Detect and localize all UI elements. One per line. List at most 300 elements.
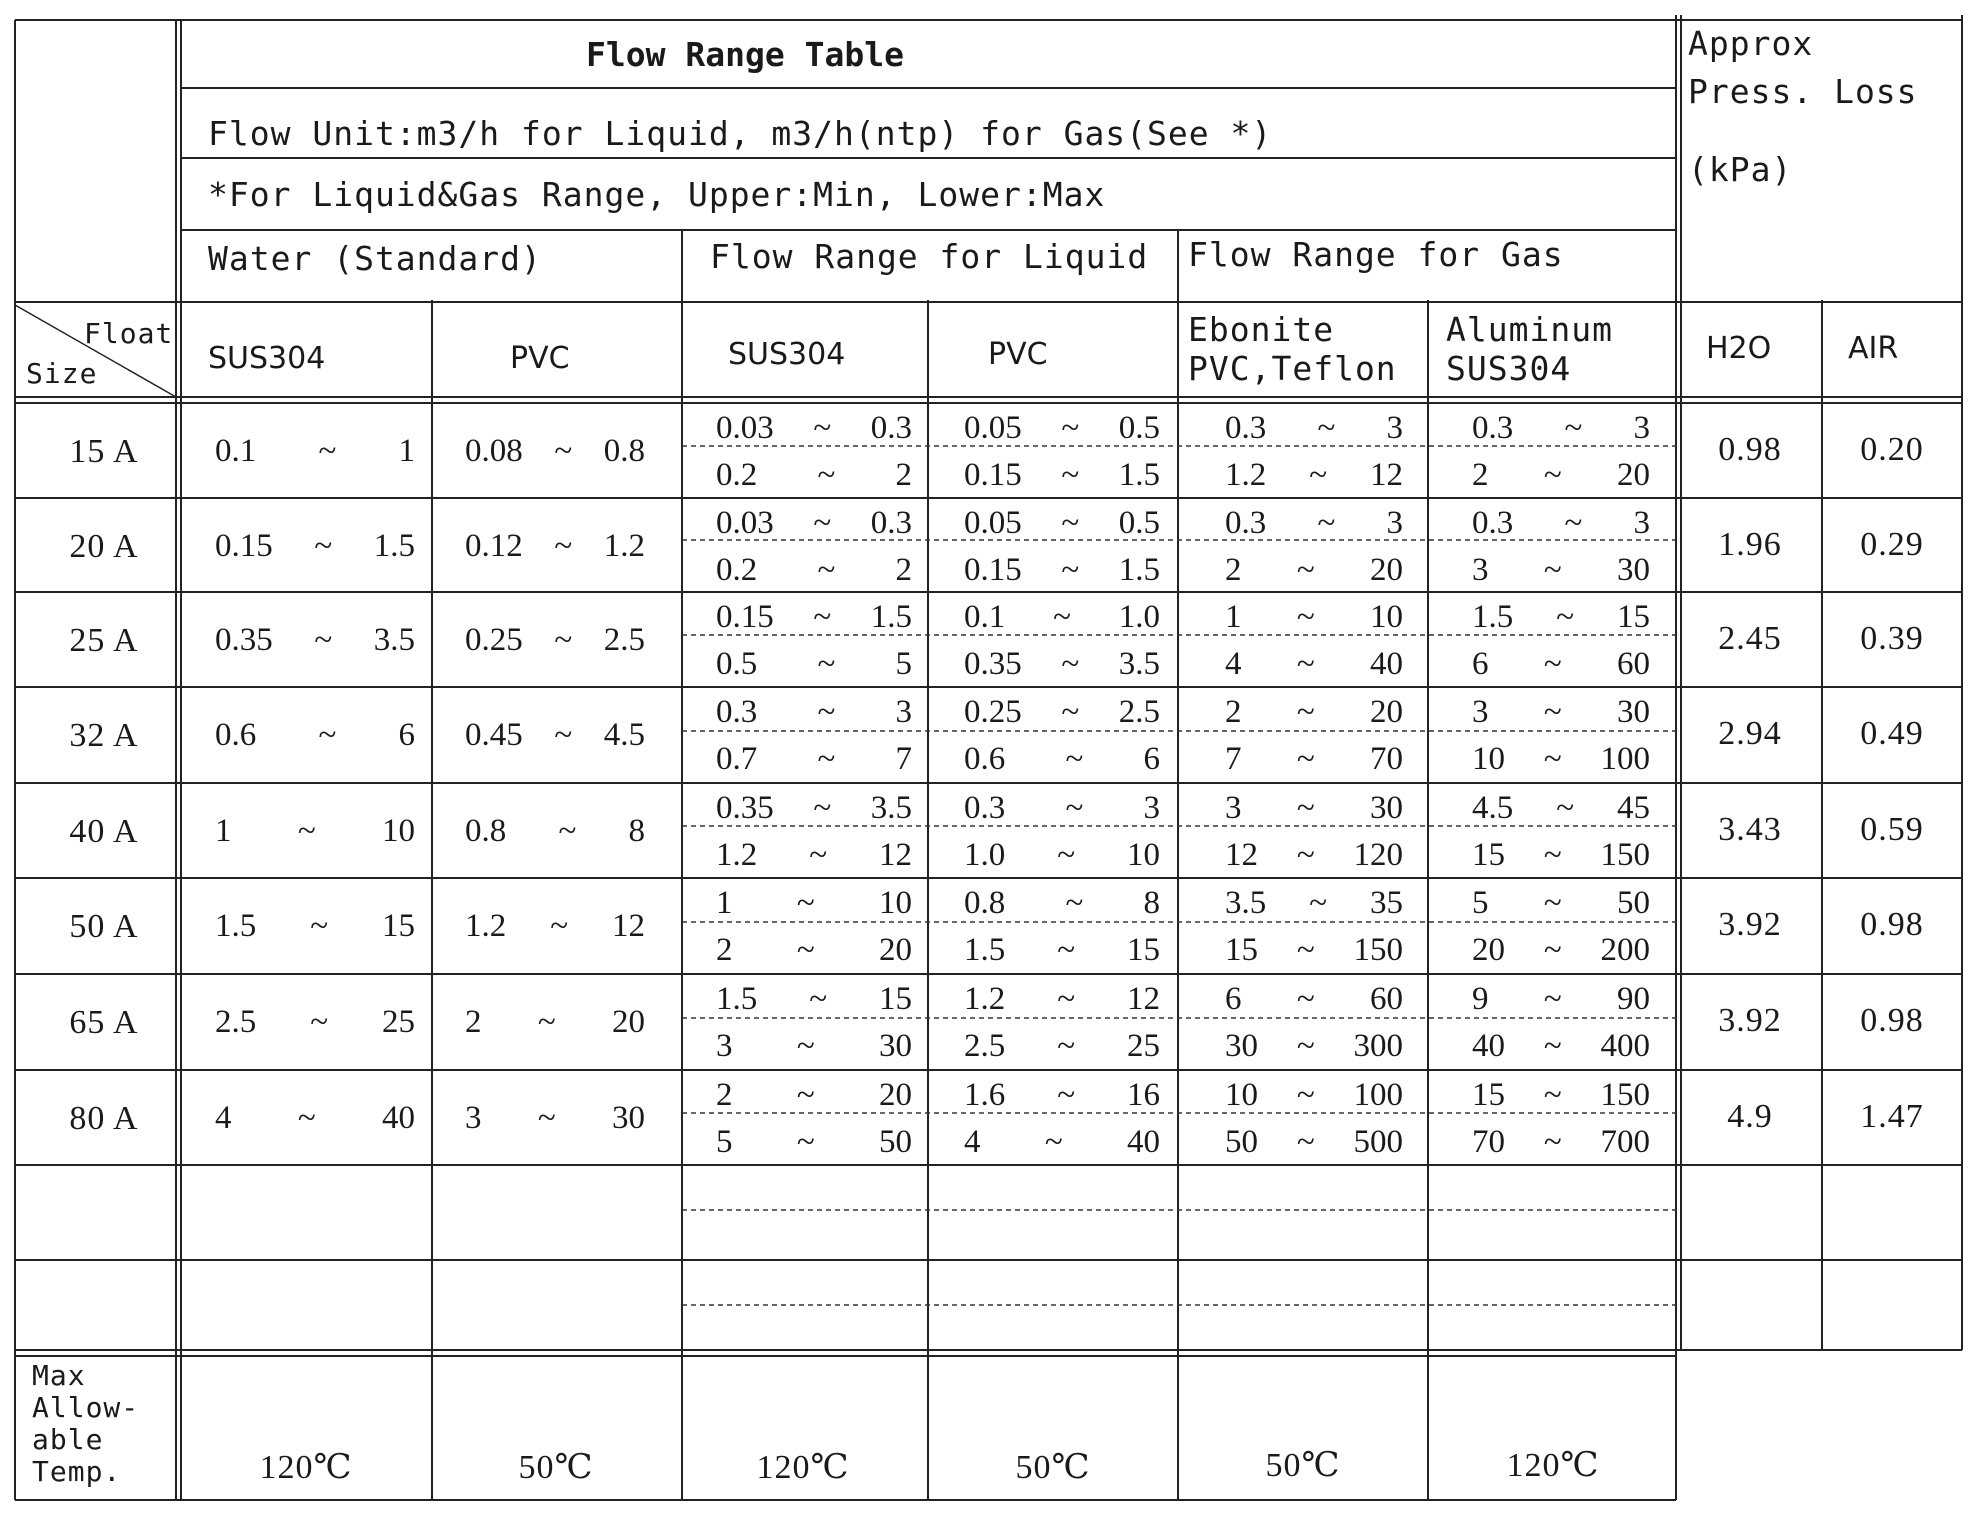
- max-temp-label-3: able: [32, 1423, 104, 1456]
- range-max: 40: [1369, 646, 1403, 682]
- gas-ebonite-min-range: [1225, 1079, 1403, 1112]
- range-max: 30: [878, 1028, 912, 1064]
- range-tilde: ~: [1296, 552, 1315, 588]
- water-pvc-range: [465, 1006, 645, 1039]
- max-temp-label-2: Allow-: [32, 1391, 140, 1424]
- range-min: 1.2: [964, 981, 1006, 1017]
- range-max: 30: [611, 1100, 645, 1136]
- liquid-pvc-max-range: [964, 648, 1160, 681]
- range-tilde: ~: [1296, 837, 1315, 873]
- range-tilde: ~: [1061, 646, 1080, 682]
- range-max: 20: [1369, 552, 1403, 588]
- range-tilde: ~: [1296, 790, 1315, 826]
- range-min: 0.05: [964, 505, 1022, 541]
- gas-ebonite-max-range: [1225, 934, 1403, 967]
- range-tilde: ~: [1065, 741, 1084, 777]
- range-min: 10: [1472, 741, 1505, 777]
- size-cell: 15 A: [69, 433, 139, 470]
- range-tilde: ~: [809, 981, 828, 1017]
- range-max: 90: [1616, 981, 1650, 1017]
- liquid-pvc-min-range: [964, 1079, 1160, 1112]
- range-min: 1.6: [964, 1077, 1006, 1113]
- range-tilde: ~: [1564, 410, 1583, 446]
- range-min: 0.15: [716, 599, 774, 635]
- range-tilde: ~: [318, 717, 337, 753]
- range-max: 150: [1353, 932, 1403, 968]
- gas-aluminum-min-range: [1472, 1079, 1650, 1112]
- range-tilde: ~: [1296, 1028, 1315, 1064]
- range-min: 0.35: [964, 646, 1022, 682]
- range-max: 50: [1616, 885, 1650, 921]
- range-min: 0.25: [465, 622, 523, 658]
- size-cell: 40 A: [69, 813, 139, 850]
- range-max: 0.5: [1118, 505, 1160, 541]
- col-liquid-pvc: PVC: [988, 337, 1048, 372]
- liquid-sus304-min-range: [716, 696, 912, 729]
- water-sus304-range: [215, 815, 415, 848]
- range-tilde: ~: [1309, 885, 1328, 921]
- water-sus304-range: [215, 1006, 415, 1039]
- liquid-sus304-min-range: [716, 792, 912, 825]
- range-tilde: ~: [817, 457, 836, 493]
- range-tilde: ~: [1543, 646, 1562, 682]
- range-max: 10: [878, 885, 912, 921]
- range-max: 45: [1616, 790, 1650, 826]
- range-min: 0.5: [716, 646, 758, 682]
- col-gas-aluminum-line2: SUS304: [1446, 349, 1572, 388]
- range-min: 1.5: [964, 932, 1006, 968]
- range-tilde: ~: [796, 1124, 815, 1160]
- range-tilde: ~: [1061, 552, 1080, 588]
- range-tilde: ~: [1556, 599, 1575, 635]
- range-min: 0.25: [964, 694, 1022, 730]
- range-tilde: ~: [817, 646, 836, 682]
- air-press-loss: 0.59: [1860, 811, 1924, 848]
- range-min: 3: [1472, 694, 1489, 730]
- range-max: 2.5: [1118, 694, 1160, 730]
- range-max: 6: [1143, 741, 1160, 777]
- gas-aluminum-min-range: [1472, 507, 1650, 540]
- range-tilde: ~: [297, 813, 316, 849]
- size-cell: 20 A: [69, 528, 139, 565]
- range-tilde: ~: [813, 410, 832, 446]
- size-cell: 32 A: [69, 717, 139, 754]
- range-max: 200: [1600, 932, 1650, 968]
- air-press-loss: 0.29: [1860, 526, 1924, 563]
- h2o-press-loss: 2.94: [1718, 715, 1782, 752]
- col-water-sus304: SUS304: [208, 341, 326, 376]
- range-max: 30: [1369, 790, 1403, 826]
- range-min: 1: [716, 885, 733, 921]
- water-sus304-range: [215, 719, 415, 752]
- range-min: 5: [1472, 885, 1489, 921]
- air-press-loss: 0.39: [1860, 620, 1924, 657]
- range-min: 1: [215, 813, 232, 849]
- liquid-sus304-max-range: [716, 934, 912, 967]
- gas-aluminum-min-range: [1472, 887, 1650, 920]
- range-max: 4.5: [603, 717, 645, 753]
- liquid-sus304-max-range: [716, 839, 912, 872]
- water-sus304-range: [215, 435, 415, 468]
- range-tilde: ~: [1044, 1124, 1063, 1160]
- range-min: 0.3: [1472, 505, 1514, 541]
- gas-aluminum-max-range: [1472, 1126, 1650, 1159]
- range-tilde: ~: [1543, 1124, 1562, 1160]
- range-tilde: ~: [1296, 741, 1315, 777]
- air-press-loss: 1.47: [1860, 1098, 1924, 1135]
- range-tilde: ~: [314, 528, 333, 564]
- range-min: 0.35: [716, 790, 774, 826]
- range-max: 12: [878, 837, 912, 873]
- water-sus304-range: [215, 1102, 415, 1135]
- range-tilde: ~: [537, 1100, 556, 1136]
- range-min: 3: [1225, 790, 1242, 826]
- range-tilde: ~: [1065, 790, 1084, 826]
- range-min: 0.05: [964, 410, 1022, 446]
- liquid-pvc-max-range: [964, 743, 1160, 776]
- range-max: 1.5: [373, 528, 415, 564]
- liquid-sus304-max-range: [716, 1030, 912, 1063]
- size-cell: 65 A: [69, 1004, 139, 1041]
- water-pvc-range: [465, 624, 645, 657]
- range-tilde: ~: [1296, 1124, 1315, 1160]
- gas-ebonite-max-range: [1225, 554, 1403, 587]
- range-max: 8: [628, 813, 645, 849]
- range-max: 3: [1386, 410, 1403, 446]
- range-min: 0.3: [1472, 410, 1514, 446]
- gas-ebonite-max-range: [1225, 648, 1403, 681]
- liquid-pvc-min-range: [964, 887, 1160, 920]
- range-min: 20: [1472, 932, 1505, 968]
- range-min: 0.03: [716, 410, 774, 446]
- range-tilde: ~: [1057, 981, 1076, 1017]
- gas-aluminum-max-range: [1472, 459, 1650, 492]
- range-max: 10: [1369, 599, 1403, 635]
- range-min: 2: [1472, 457, 1489, 493]
- range-min: 0.15: [964, 552, 1022, 588]
- range-min: 0.3: [1225, 505, 1267, 541]
- group-water-standard: Water (Standard): [208, 239, 542, 278]
- max-temp-label-1: Max: [32, 1359, 86, 1392]
- h2o-press-loss: 3.43: [1718, 811, 1782, 848]
- range-min: 1.5: [1472, 599, 1514, 635]
- range-max: 1.5: [1118, 552, 1160, 588]
- range-min: 40: [1472, 1028, 1505, 1064]
- range-max: 40: [381, 1100, 415, 1136]
- range-max: 3.5: [870, 790, 912, 826]
- col-gas-ebonite-line2: PVC,Teflon: [1188, 349, 1397, 388]
- gas-aluminum-max-range: [1472, 839, 1650, 872]
- range-max: 3.5: [1118, 646, 1160, 682]
- range-max: 20: [611, 1004, 645, 1040]
- gas-ebonite-max-range: [1225, 839, 1403, 872]
- range-min: 4.5: [1472, 790, 1514, 826]
- range-tilde: ~: [554, 433, 573, 469]
- max-temp-liquid-sus304: 120℃: [756, 1449, 850, 1486]
- range-max: 0.3: [870, 410, 912, 446]
- max-temp-water-pvc: 50℃: [518, 1449, 594, 1486]
- gas-ebonite-max-range: [1225, 1126, 1403, 1159]
- range-min: 70: [1472, 1124, 1505, 1160]
- gas-aluminum-min-range: [1472, 983, 1650, 1016]
- range-tilde: ~: [1543, 932, 1562, 968]
- range-max: 150: [1600, 1077, 1650, 1113]
- size-cell: 50 A: [69, 908, 139, 945]
- h2o-press-loss: 0.98: [1718, 431, 1782, 468]
- range-min: 0.3: [1225, 410, 1267, 446]
- liquid-pvc-max-range: [964, 839, 1160, 872]
- range-max: 6: [398, 717, 415, 753]
- col-h2o: H2O: [1706, 331, 1772, 366]
- range-tilde: ~: [1296, 694, 1315, 730]
- range-max: 30: [1616, 552, 1650, 588]
- range-tilde: ~: [1543, 552, 1562, 588]
- range-min: 1.0: [964, 837, 1006, 873]
- gas-ebonite-max-range: [1225, 743, 1403, 776]
- range-min: 2: [1225, 552, 1242, 588]
- range-max: 40: [1126, 1124, 1160, 1160]
- liquid-sus304-max-range: [716, 554, 912, 587]
- range-tilde: ~: [817, 741, 836, 777]
- range-min: 2.5: [215, 1004, 257, 1040]
- range-max: 3: [895, 694, 912, 730]
- range-min: 1: [1225, 599, 1242, 635]
- range-tilde: ~: [1543, 885, 1562, 921]
- range-max: 8: [1143, 885, 1160, 921]
- range-min: 2: [1225, 694, 1242, 730]
- h2o-press-loss: 4.9: [1727, 1098, 1773, 1135]
- range-tilde: ~: [1543, 457, 1562, 493]
- range-max: 12: [1126, 981, 1160, 1017]
- range-min: 0.1: [964, 599, 1006, 635]
- range-tilde: ~: [809, 837, 828, 873]
- range-min: 0.7: [716, 741, 758, 777]
- range-tilde: ~: [554, 717, 573, 753]
- range-max: 100: [1353, 1077, 1403, 1113]
- water-pvc-range: [465, 719, 645, 752]
- range-tilde: ~: [1317, 505, 1336, 541]
- range-min: 0.12: [465, 528, 523, 564]
- range-max: 10: [381, 813, 415, 849]
- gas-aluminum-max-range: [1472, 743, 1650, 776]
- gas-ebonite-max-range: [1225, 459, 1403, 492]
- range-tilde: ~: [1543, 1077, 1562, 1113]
- liquid-pvc-min-range: [964, 412, 1160, 445]
- range-max: 1: [398, 433, 415, 469]
- col-gas-aluminum-line1: Aluminum: [1446, 310, 1613, 349]
- press-loss-label-1: Approx: [1688, 24, 1814, 63]
- range-min: 0.08: [465, 433, 523, 469]
- water-sus304-range: [215, 910, 415, 943]
- gas-ebonite-min-range: [1225, 601, 1403, 634]
- air-press-loss: 0.20: [1860, 431, 1924, 468]
- range-min: 2: [716, 1077, 733, 1113]
- range-max: 700: [1600, 1124, 1650, 1160]
- range-max: 60: [1616, 646, 1650, 682]
- range-min: 3.5: [1225, 885, 1267, 921]
- size-cell: 25 A: [69, 622, 139, 659]
- liquid-pvc-min-range: [964, 601, 1160, 634]
- water-pvc-range: [465, 435, 645, 468]
- range-tilde: ~: [310, 1004, 329, 1040]
- range-max: 15: [1126, 932, 1160, 968]
- range-tilde: ~: [1061, 694, 1080, 730]
- gas-ebonite-min-range: [1225, 792, 1403, 825]
- range-tilde: ~: [1057, 932, 1076, 968]
- h2o-press-loss: 3.92: [1718, 906, 1782, 943]
- col-water-pvc: PVC: [510, 341, 570, 376]
- liquid-sus304-min-range: [716, 507, 912, 540]
- gas-ebonite-min-range: [1225, 412, 1403, 445]
- range-max: 7: [895, 741, 912, 777]
- range-min: 2.5: [964, 1028, 1006, 1064]
- corner-float-label: Float: [84, 317, 174, 350]
- range-min: 9: [1472, 981, 1489, 1017]
- range-tilde: ~: [297, 1100, 316, 1136]
- range-tilde: ~: [310, 908, 329, 944]
- range-max: 1.5: [870, 599, 912, 635]
- range-tilde: ~: [813, 790, 832, 826]
- range-tilde: ~: [1061, 505, 1080, 541]
- liquid-pvc-min-range: [964, 507, 1160, 540]
- range-max: 12: [611, 908, 645, 944]
- max-temp-gas-ebonite: 50℃: [1265, 1447, 1341, 1484]
- liquid-sus304-min-range: [716, 601, 912, 634]
- range-max: 500: [1353, 1124, 1403, 1160]
- air-press-loss: 0.98: [1860, 906, 1924, 943]
- corner-size-label: Size: [26, 357, 98, 390]
- max-temp-label-4: Temp.: [32, 1455, 122, 1488]
- liquid-pvc-max-range: [964, 459, 1160, 492]
- range-tilde: ~: [1061, 457, 1080, 493]
- range-min: 0.3: [716, 694, 758, 730]
- range-tilde: ~: [1543, 694, 1562, 730]
- range-tilde: ~: [1065, 885, 1084, 921]
- flow-unit-note: Flow Unit:m3/h for Liquid, m3/h(ntp) for Gas(See *): [208, 114, 1273, 153]
- range-max: 15: [1616, 599, 1650, 635]
- gas-aluminum-max-range: [1472, 648, 1650, 681]
- col-liquid-sus304: SUS304: [728, 337, 846, 372]
- range-tilde: ~: [1317, 410, 1336, 446]
- range-max: 1.0: [1118, 599, 1160, 635]
- range-min: 5: [716, 1124, 733, 1160]
- range-min: 12: [1225, 837, 1258, 873]
- col-air: AIR: [1848, 331, 1899, 366]
- range-tilde: ~: [558, 813, 577, 849]
- range-tilde: ~: [1296, 981, 1315, 1017]
- range-max: 70: [1369, 741, 1403, 777]
- range-tilde: ~: [1296, 932, 1315, 968]
- air-press-loss: 0.98: [1860, 1002, 1924, 1039]
- range-max: 300: [1353, 1028, 1403, 1064]
- group-flow-range-gas: Flow Range for Gas: [1188, 235, 1564, 274]
- gas-aluminum-min-range: [1472, 412, 1650, 445]
- max-temp-liquid-pvc: 50℃: [1015, 1449, 1091, 1486]
- range-min: 4: [215, 1100, 232, 1136]
- range-tilde: ~: [1053, 599, 1071, 635]
- range-max: 3: [1386, 505, 1403, 541]
- range-tilde: ~: [1309, 457, 1328, 493]
- range-tilde: ~: [554, 528, 573, 564]
- range-tilde: ~: [1057, 1028, 1076, 1064]
- range-tilde: ~: [1057, 837, 1076, 873]
- range-tilde: ~: [1296, 599, 1315, 635]
- range-max: 150: [1600, 837, 1650, 873]
- gas-ebonite-min-range: [1225, 696, 1403, 729]
- liquid-sus304-min-range: [716, 887, 912, 920]
- range-max: 20: [878, 932, 912, 968]
- range-tilde: ~: [1556, 790, 1575, 826]
- range-max: 3: [1633, 505, 1650, 541]
- gas-ebonite-max-range: [1225, 1030, 1403, 1063]
- range-tilde: ~: [1564, 505, 1583, 541]
- table-title: Flow Range Table: [586, 35, 904, 74]
- range-min: 6: [1472, 646, 1489, 682]
- range-tilde: ~: [796, 885, 815, 921]
- group-flow-range-liquid: Flow Range for Liquid: [710, 237, 1149, 276]
- range-min: 0.8: [964, 885, 1006, 921]
- gas-aluminum-max-range: [1472, 934, 1650, 967]
- range-min: 0.6: [964, 741, 1006, 777]
- range-min: 1.2: [1225, 457, 1267, 493]
- range-tilde: ~: [1543, 837, 1562, 873]
- range-tilde: ~: [796, 1028, 815, 1064]
- range-min: 15: [1472, 837, 1505, 873]
- liquid-sus304-max-range: [716, 459, 912, 492]
- water-sus304-range: [215, 530, 415, 563]
- range-max: 20: [1616, 457, 1650, 493]
- gas-ebonite-min-range: [1225, 507, 1403, 540]
- gas-aluminum-max-range: [1472, 554, 1650, 587]
- liquid-pvc-min-range: [964, 792, 1160, 825]
- range-max: 12: [1369, 457, 1403, 493]
- range-tilde: ~: [813, 599, 832, 635]
- range-max: 25: [1126, 1028, 1160, 1064]
- range-tilde: ~: [1057, 1077, 1076, 1113]
- range-min: 15: [1225, 932, 1258, 968]
- liquid-pvc-max-range: [964, 554, 1160, 587]
- range-max: 0.8: [603, 433, 645, 469]
- range-max: 2.5: [603, 622, 645, 658]
- range-max: 10: [1126, 837, 1160, 873]
- range-min: 1.2: [465, 908, 507, 944]
- h2o-press-loss: 1.96: [1718, 526, 1782, 563]
- range-min: 0.15: [964, 457, 1022, 493]
- range-max: 15: [878, 981, 912, 1017]
- range-tilde: ~: [1543, 741, 1562, 777]
- range-min: 0.3: [964, 790, 1006, 826]
- range-max: 120: [1353, 837, 1403, 873]
- gas-aluminum-max-range: [1472, 1030, 1650, 1063]
- range-min: 3: [716, 1028, 733, 1064]
- max-temp-water-sus304: 120℃: [259, 1449, 353, 1486]
- range-min: 0.2: [716, 552, 758, 588]
- range-min: 0.35: [215, 622, 273, 658]
- range-min: 0.1: [215, 433, 257, 469]
- air-press-loss: 0.49: [1860, 715, 1924, 752]
- range-max: 3.5: [373, 622, 415, 658]
- range-max: 1.2: [603, 528, 645, 564]
- range-min: 0.8: [465, 813, 507, 849]
- range-max: 60: [1369, 981, 1403, 1017]
- water-pvc-range: [465, 530, 645, 563]
- range-min: 0.6: [215, 717, 257, 753]
- range-min: 2: [465, 1004, 482, 1040]
- range-tilde: ~: [796, 1077, 815, 1113]
- liquid-pvc-min-range: [964, 696, 1160, 729]
- range-tilde: ~: [318, 433, 337, 469]
- water-sus304-range: [215, 624, 415, 657]
